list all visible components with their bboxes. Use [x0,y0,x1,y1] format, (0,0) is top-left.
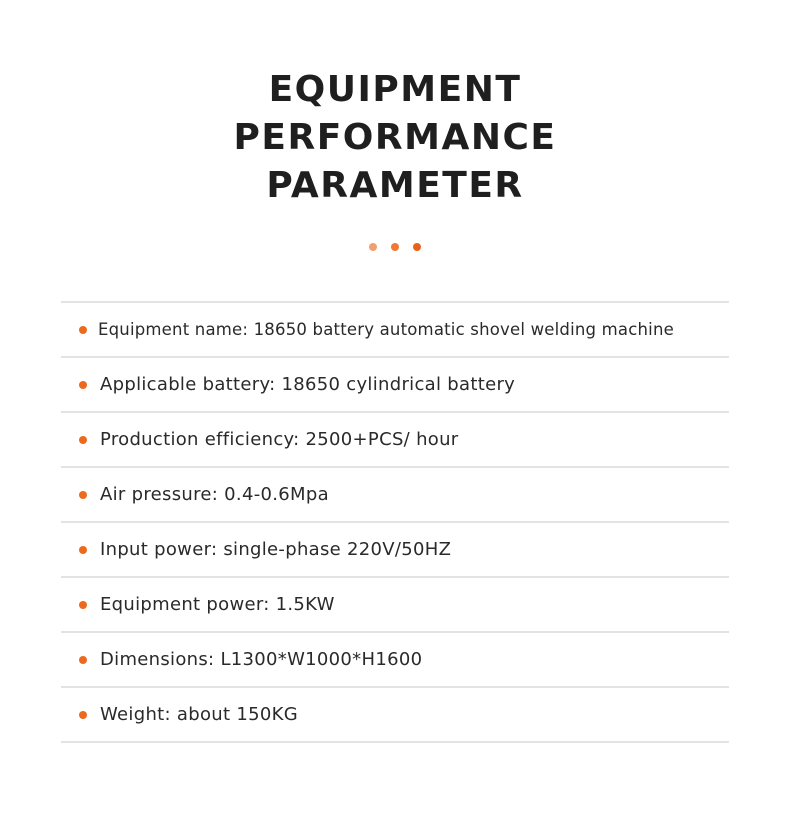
list-item [61,688,729,743]
parameter-text: Input power: single-phase 220V/50HZ [100,539,452,560]
bullet-icon [79,601,87,609]
bullet-icon [79,656,87,664]
bullet-icon [79,711,87,719]
bullet-icon [79,436,87,444]
parameter-text: Equipment name: 18650 battery automatic shovel welding machine [98,320,674,339]
list-item [61,468,729,523]
list-item [61,523,729,578]
bullet-icon [79,546,87,554]
list-item [61,578,729,633]
parameter-text: Applicable battery: 18650 cylindrical battery [100,374,516,395]
bullet-icon [79,326,87,334]
parameter-text: Equipment power: 1.5KW [100,594,335,615]
parameter-text: Dimensions: L1300*W1000*H1600 [100,649,423,670]
list-item [61,413,729,468]
bullet-icon [79,491,87,499]
parameter-text: Weight: about 150KG [100,704,298,725]
dot-icon [413,243,421,251]
bullet-icon [79,381,87,389]
dot-icon [369,243,377,251]
title-line-2: PERFORMANCE [233,117,557,158]
list-item [61,633,729,688]
title-line-1: EQUIPMENT [268,69,522,110]
parameter-text: Air pressure: 0.4-0.6Mpa [100,484,329,505]
list-item [61,303,729,358]
parameter-text: Production efficiency: 2500+PCS/ hour [100,429,459,450]
parameter-list [61,301,729,743]
decorative-dots [0,243,790,251]
page-title [0,66,790,210]
dot-icon [391,243,399,251]
title-line-3: PARAMETER [266,165,524,206]
list-item [61,358,729,413]
